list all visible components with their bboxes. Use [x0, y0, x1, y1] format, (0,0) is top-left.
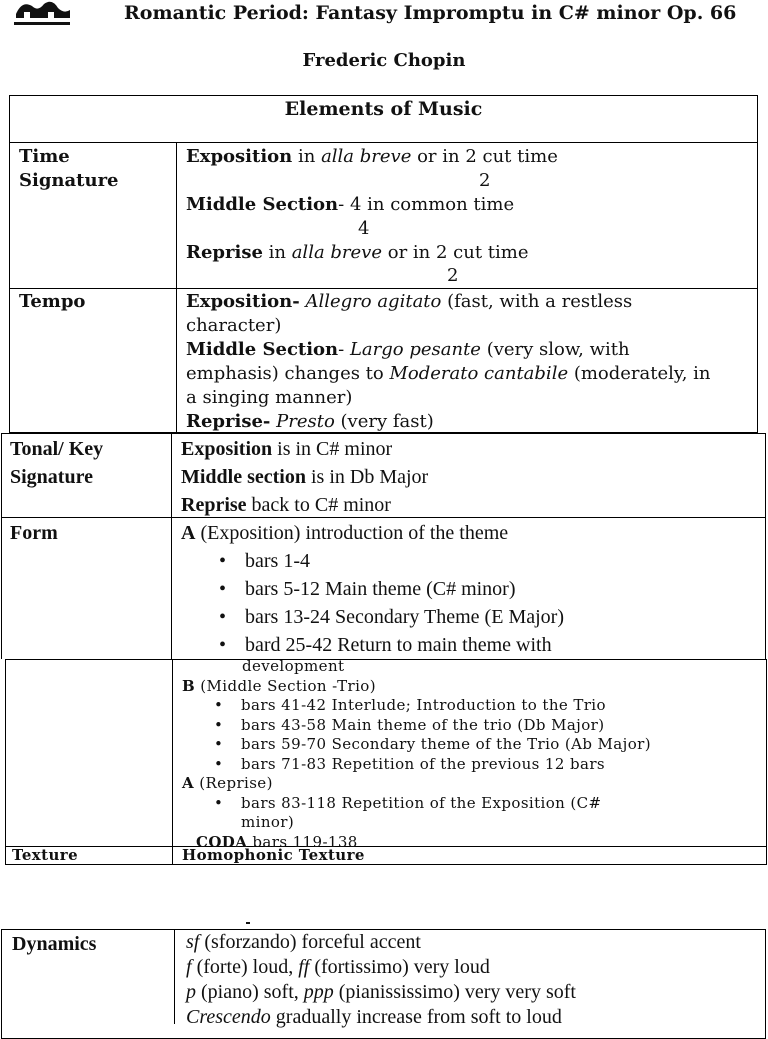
- tempo-content: Exposition- Allegro agitato (fast, with a restless character) Middle Section- Largo pesante (very slow, with emphasis) changes to Moderato cantabile (moderately, in a singing manner) Reprise- Presto (very fast): [186, 291, 711, 432]
- form-section-a: A (Exposition) introduction of the theme • bars 1-4 • bars 5-12 Main theme (C# minor) • bars 13-24 Secondary Theme (E Major) • bard 25-42 Return to main theme with: [181, 519, 564, 659]
- document-title: Romantic Period: Fantasy Impromptu in C# minor Op. 66: [124, 2, 737, 24]
- form-continuation: development B (Middle Section -Trio) • bars 41-42 Interlude; Introduction to the Trio • bars 43-58 Main theme of the trio (Db Major) • bars 59-70 Secondary theme of the Trio (Ab Major) • bars 71-83 Repetition of the previous 12 bars A (Reprise) • bars 83-118 Repetition of the Exposition (C# minor) CODA bars 119-138: [182, 657, 651, 852]
- form-a-bar-list: [181, 547, 564, 659]
- form-b-bar-list: [182, 696, 651, 774]
- reprise-lower-number: 2: [447, 265, 459, 286]
- exposition-lower-number: 2: [479, 170, 491, 191]
- column-divider: [176, 142, 177, 433]
- table-heading: Elements of Music: [284, 98, 483, 120]
- time-signature-middle: Middle Section- 4 in common time: [186, 194, 515, 215]
- form-label: Form: [10, 522, 58, 544]
- middle-lower-number: 4: [358, 218, 370, 239]
- time-signature-reprise: Reprise in alla breve or in 2 cut time: [186, 242, 529, 263]
- texture-value: Homophonic Texture: [182, 846, 365, 864]
- list-item: • bars 83-118 Repetition of the Exposition (C# minor): [182, 794, 651, 833]
- tonal-content: Exposition is in C# minor Middle section is in Db Major Reprise back to C# minor: [181, 438, 429, 516]
- list-item: • bars 13-24 Secondary Theme (E Major): [181, 603, 564, 631]
- column-divider: [171, 433, 172, 659]
- tonal-key-label: Tonal/ Key Signature: [10, 438, 104, 488]
- column-divider: [174, 929, 175, 1024]
- list-item: • bars 59-70 Secondary theme of the Trio (Ab Major): [182, 735, 651, 755]
- form-reprise-bar-list: [182, 794, 651, 833]
- dynamics-content: sf (sforzando) forceful accent f (forte) loud, ff (fortissimo) very loud p (piano) soft, ppp (pianississimo) very very soft Crescendo gradually increase from soft to loud: [186, 931, 576, 1028]
- page-break-mark: [246, 922, 250, 924]
- piano-logo-icon: [14, 0, 72, 26]
- texture-label: Texture: [12, 846, 79, 864]
- list-item: • bars 41-42 Interlude; Introduction to the Trio: [182, 696, 651, 716]
- tempo-label: Tempo: [19, 291, 86, 312]
- time-signature-label: Time Signature: [19, 146, 119, 191]
- column-divider: [172, 659, 173, 865]
- time-signature-exposition: Exposition in alla breve or in 2 cut time: [186, 146, 558, 167]
- list-item: • bars 71-83 Repetition of the previous 12 bars: [182, 755, 651, 775]
- list-item: • bars 5-12 Main theme (C# minor): [181, 575, 564, 603]
- list-item: • bars 43-58 Main theme of the trio (Db Major): [182, 716, 651, 736]
- composer-name: Frederic Chopin: [302, 50, 466, 71]
- dynamics-label: Dynamics: [12, 933, 97, 955]
- list-item: • bars 1-4: [181, 547, 564, 575]
- row-divider: [9, 142, 758, 143]
- list-item: • bard 25-42 Return to main theme with: [181, 631, 564, 659]
- row-divider: [9, 288, 758, 289]
